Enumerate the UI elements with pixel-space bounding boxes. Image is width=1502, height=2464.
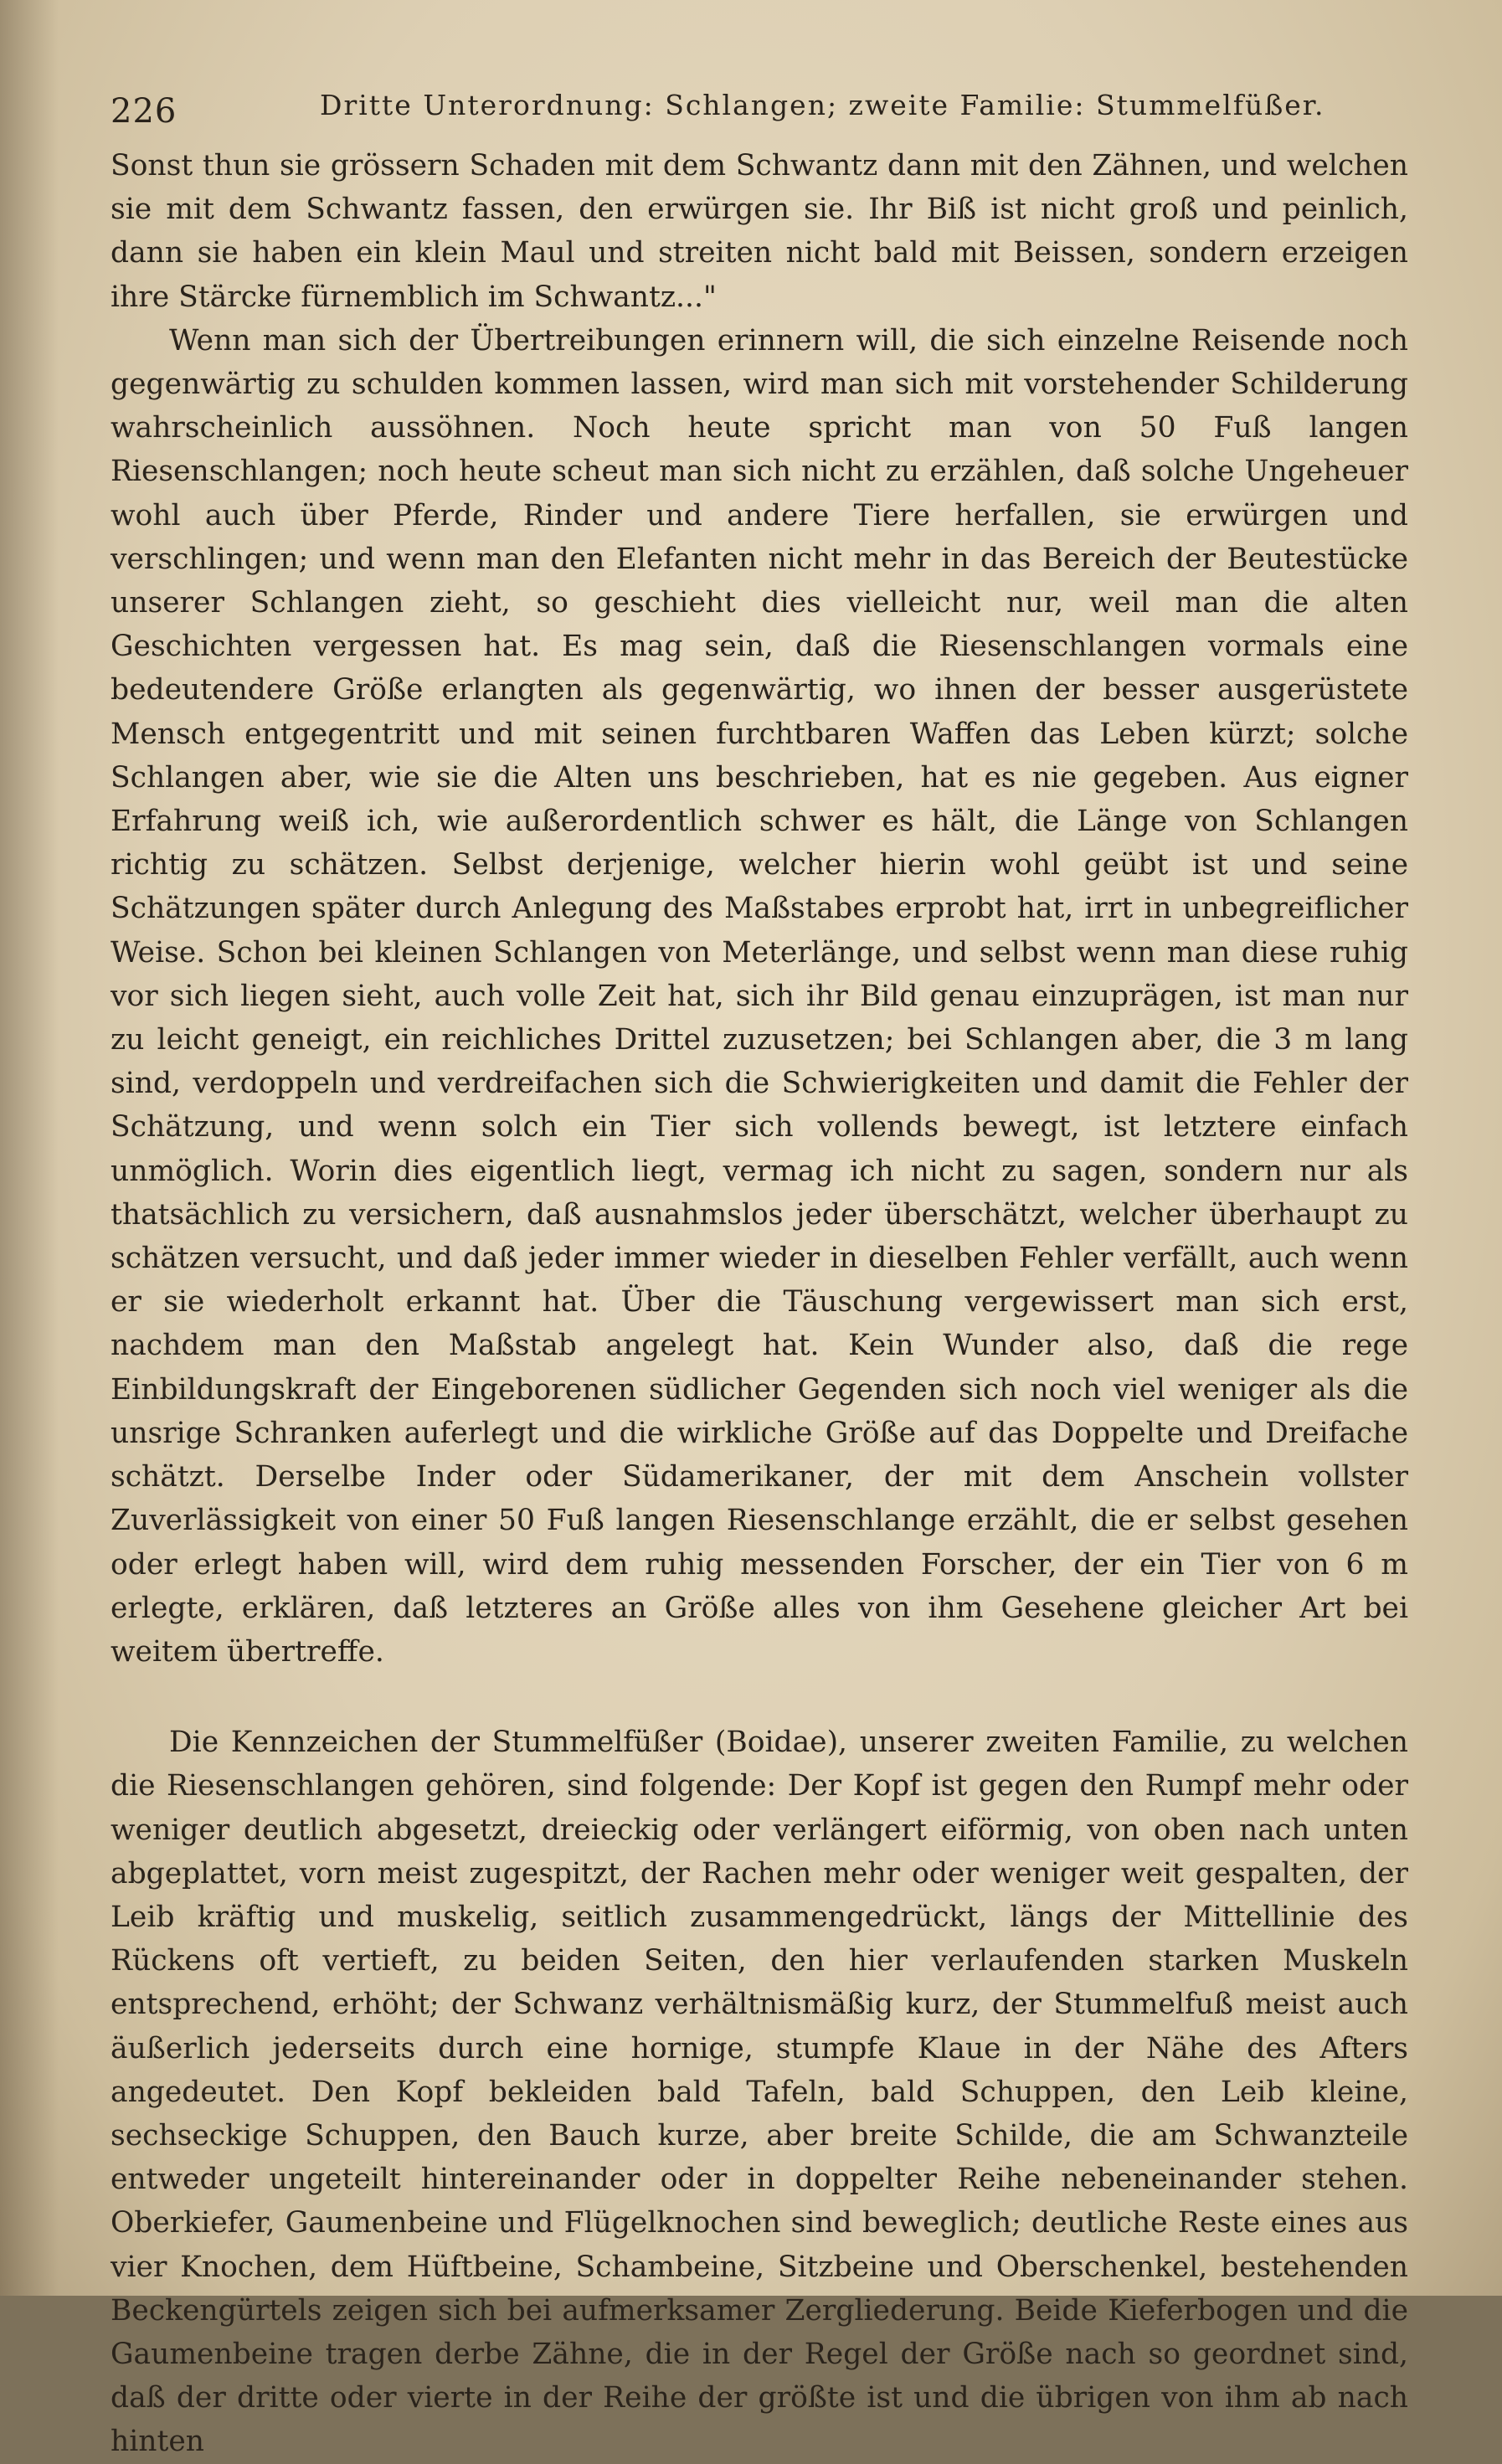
binding-gutter-shadow [0,0,59,2296]
page-number: 226 [111,92,177,131]
page-text-block [111,75,1408,2464]
paragraph-quote-ending: Sonst thun sie grössern Schaden mit dem Schwantz dann mit den Zähnen, und welchen sie mit dem Schwantz fassen, den erwürgen sie. Ihr Biß ist nicht groß und peinlich, dann sie haben ein klein Maul und streiten nicht bald mit Beissen, sondern erzeigen ihre Stärcke fürnemblich im Schwantz..." [111,149,1408,314]
running-title: Dritte Unterordnung: Schlangen; zweite Familie: Stummelfüßer. [320,89,1325,121]
paragraph-family-characteristics: Die Kennzeichen der Stummelfüßer (Boidae), unserer zweiten Familie, zu welchen die Riesenschlangen gehören, sind folgende: Der Kopf ist gegen den Rumpf mehr oder weniger deutlich abgesetzt, dreieckig oder verlängert eiförmig, von oben nach unten abgeplattet, vorn meist zugespitzt, der Rachen mehr oder weniger weit gespalten, der Leib kräftig und muskelig, seitlich zusammengedrückt, längs der Mittellinie des Rückens oft vertieft, zu beiden Seiten, den hier verlaufenden starken Muskeln entsprechend, erhöht; der Schwanz verhältnismäßig kurz, der Stummelfuß meist auch äußerlich jederseits durch eine hornige, stumpfe Klaue in der Nähe des Afters angedeutet. Den Kopf bekleiden bald Tafeln, bald Schuppen, den Leib kleine, sechseckige Schuppen, den Bauch kurze, aber breite Schilde, die am Schwanzteile entweder ungeteilt hintereinander oder in doppelter Reihe nebeneinander stehen. Oberkiefer, Gaumenbeine und Flügelknochen sind beweglich; deutliche Reste eines aus vier Knochen, dem Hüftbeine, Schambeine, Sitzbeine und Oberschenkel, bestehenden Beckengürtels zeigen sich bei aufmerksamer Zergliederung. Beide Kieferbogen und die Gaumenbeine tragen derbe Zähne, die in der Regel der Größe nach so geordnet sind, daß der dritte oder vierte in der Reihe der größte ist und die übrigen von ihm ab nach hinten [111,1726,1408,2459]
paragraph-exaggerations: Wenn man sich der Übertreibungen erinnern will, die sich einzelne Reisende noch gegenwärtig zu schulden kommen lassen, wird man sich mit vorstehender Schilderung wahrscheinlich aussöhnen. Noch heute spricht man von 50 Fuß langen Riesenschlangen; noch heute scheut man sich nicht zu erzählen, daß solche Ungeheuer wohl auch über Pferde, Rinder und andere Tiere herfallen, sie erwürgen und verschlingen; und wenn man den Elefanten nicht mehr in das Bereich der Beutestücke unserer Schlangen zieht, so geschieht dies vielleicht nur, weil man die alten Geschichten vergessen hat. Es mag sein, daß die Riesenschlangen vormals eine bedeutendere Größe erlangten als gegenwärtig, wo ihnen der besser ausgerüstete Mensch entgegentritt und mit seinen furchtbaren Waffen das Leben kürzt; solche Schlangen aber, wie sie die Alten uns beschrieben, hat es nie gegeben. Aus eigner Erfahrung weiß ich, wie außerordentlich schwer es hält, die Länge von Schlangen richtig zu schätzen. Selbst derjenige, welcher hierin wohl geübt ist und seine Schätzungen später durch Anlegung des Maßstabes erprobt hat, irrt in unbegreiflicher Weise. Schon bei kleinen Schlangen von Meterlänge, und selbst wenn man diese ruhig vor sich liegen sieht, auch volle Zeit hat, sich ihr Bild genau einzuprägen, ist man nur zu leicht geneigt, ein reichliches Drittel zuzusetzen; bei Schlangen aber, die 3 m lang sind, verdoppeln und verdreifachen sich die Schwierigkeiten und damit die Fehler der Schätzung, und wenn solch ein Tier sich vollends bewegt, ist letztere einfach unmöglich. Worin dies eigentlich liegt, vermag ich nicht zu sagen, sondern nur als thatsächlich zu versichern, daß ausnahmslos jeder überschätzt, welcher überhaupt zu schätzen versucht, und daß jeder immer wieder in dieselben Fehler verfällt, auch wenn er sie wiederholt erkannt hat. Über die Täuschung vergewissert man sich erst, nachdem man den Maßstab angelegt hat. Kein Wunder also, daß die rege Einbildungskraft der Eingeborenen südlicher Gegenden sich noch viel weniger als die unsrige Schranken auferlegt und die wirkliche Größe auf das Doppelte und Dreifache schätzt. Derselbe Inder oder Südamerikaner, der mit dem Anschein vollster Zuverlässigkeit von einer 50 Fuß langen Riesenschlange erzählt, die er selbst gesehen oder erlegt haben will, wird dem ruhig messenden Forscher, der ein Tier von 6 m erlegte, erklären, daß letzteres an Größe alles von ihm Gesehene gleicher Art bei weitem übertreffe. [111,323,1408,1669]
running-head [111,75,1408,134]
